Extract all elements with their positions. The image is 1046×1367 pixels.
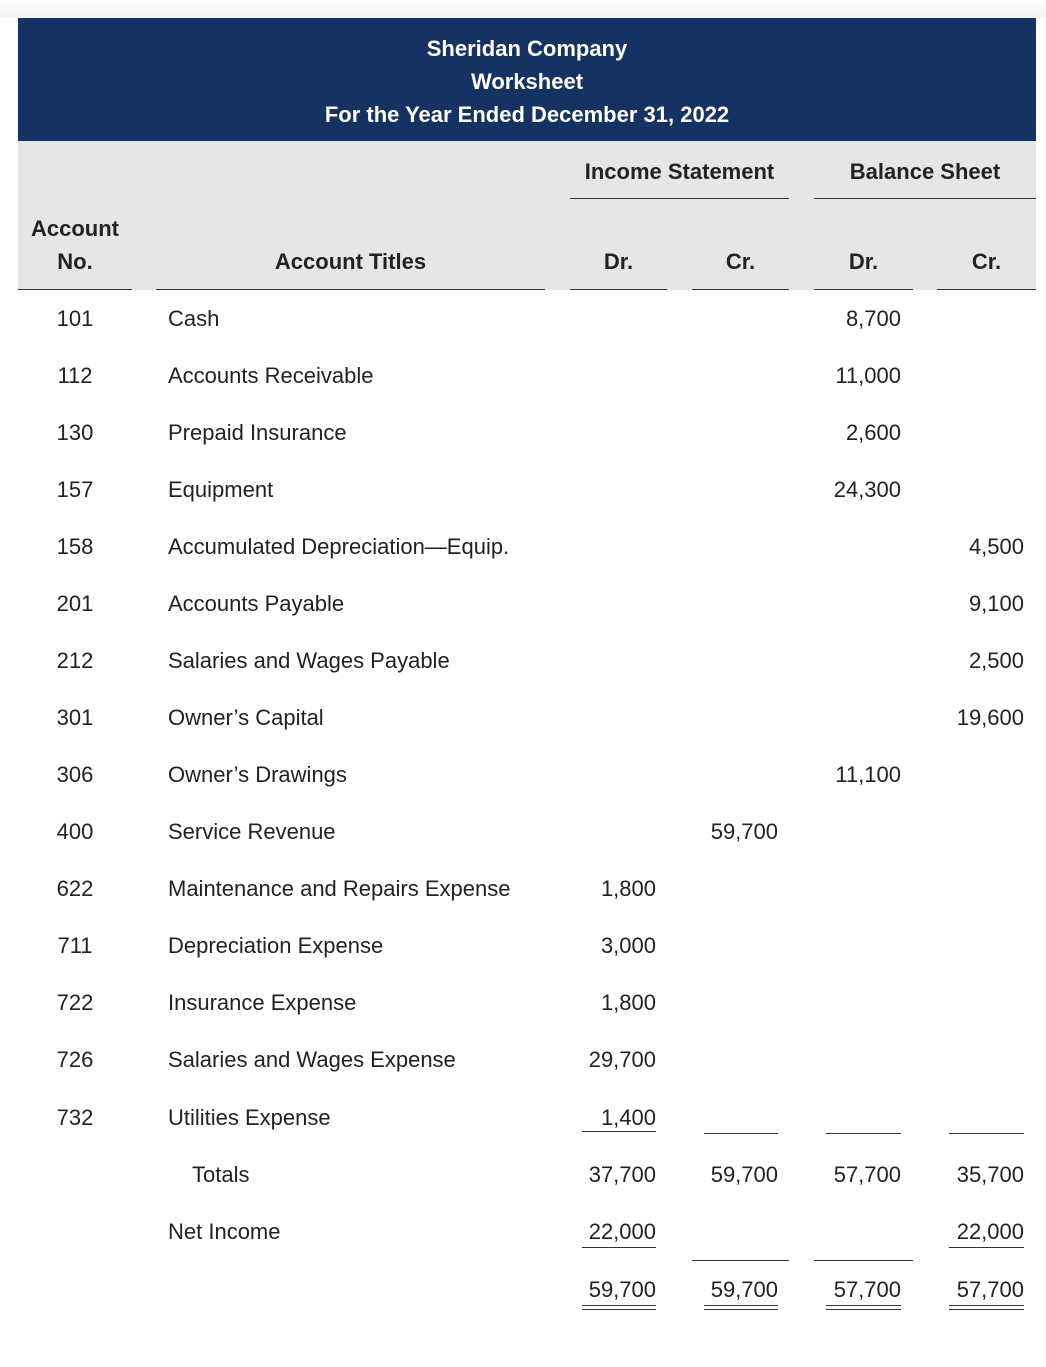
header-rule-iscr [692,289,789,290]
is-dr-value: 1,800 [600,876,656,901]
account-no: 622 [56,876,94,901]
header-rule-titles [156,289,545,290]
table-row [0,363,1046,393]
is-dr-value: 1,400 [600,1105,656,1130]
totals-row [0,1162,1046,1192]
bs-dr-header: Dr. [848,249,879,274]
is-dr-subtotal-rule [582,1131,656,1132]
account-no: 130 [56,420,94,445]
net-income-is-cr-rule [692,1260,789,1261]
table-row [0,477,1046,507]
is-cr-value: 59,700 [710,819,778,844]
bs-cr-value: 9,100 [968,591,1024,616]
totals-label: Totals [192,1162,250,1187]
header-rule-bsdr [814,289,913,290]
is-cr-header: Cr. [725,249,756,274]
final-is-cr-double-rule [704,1305,778,1310]
account-title: Accounts Receivable [168,363,374,388]
bs-cr-value: 19,600 [956,705,1024,730]
account-title: Insurance Expense [168,990,357,1015]
account-no: 301 [56,705,94,730]
net-income-is-dr: 22,000 [588,1219,656,1244]
totals-bs-dr: 57,700 [833,1162,901,1187]
table-row [0,876,1046,906]
account-title: Prepaid Insurance [168,420,347,445]
account-no: 732 [56,1105,94,1130]
income-statement-group: Income Statement [584,159,775,184]
table-row [0,819,1046,849]
account-title: Owner’s Drawings [168,762,347,787]
net-income-bs-cr-rule [949,1247,1024,1248]
bs-dr-value: 24,300 [833,477,901,502]
account-title: Utilities Expense [168,1105,331,1130]
account-no: 157 [56,477,94,502]
final-bs-dr: 57,700 [833,1277,901,1302]
account-no: 726 [56,1047,94,1072]
is-dr-value: 1,800 [600,990,656,1015]
table-row [0,648,1046,678]
table-row [0,306,1046,336]
report-period: For the Year Ended December 31, 2022 [324,102,730,127]
account-no: 722 [56,990,94,1015]
is-dr-value: 29,700 [588,1047,656,1072]
bs-dr-value: 11,000 [835,363,901,388]
account-title: Equipment [168,477,274,502]
account-no: 201 [56,591,94,616]
account-no: 112 [57,363,93,388]
table-row [0,534,1046,564]
table-row [0,705,1046,735]
account-no: 101 [56,306,94,331]
final-bs-dr-double-rule [826,1305,901,1310]
final-bs-cr: 57,700 [956,1277,1024,1302]
bs-cr-value: 4,500 [968,534,1024,559]
header-rule-bscr [937,289,1036,290]
bs-cr-subtotal-rule [949,1133,1024,1134]
account-no: 306 [56,762,94,787]
final-totals-row [0,1277,1046,1307]
account-no: 400 [56,819,94,844]
account-title: Service Revenue [168,819,336,844]
net-income-bs-cr: 22,000 [956,1219,1024,1244]
company-name: Sheridan Company [426,36,628,61]
account-title: Depreciation Expense [168,933,384,958]
header-rule-isdr [570,289,667,290]
income-statement-rule [570,198,789,199]
net-income-is-dr-rule [582,1247,656,1248]
table-row [0,420,1046,450]
net-income-label: Net Income [168,1219,281,1244]
account-title: Accumulated Depreciation—Equip. [168,534,510,559]
account-no-header-line2: No. [57,249,93,274]
totals-bs-cr: 35,700 [956,1162,1024,1187]
is-dr-header: Dr. [603,249,634,274]
is-dr-value: 3,000 [600,933,656,958]
worksheet-header [18,18,1036,141]
final-is-dr: 59,700 [588,1277,656,1302]
bs-dr-value: 11,100 [835,762,901,787]
account-title: Salaries and Wages Expense [168,1047,456,1072]
account-title: Cash [168,306,220,331]
report-name: Worksheet [470,69,584,94]
account-title: Salaries and Wages Payable [168,648,450,673]
account-title: Owner’s Capital [168,705,324,730]
balance-sheet-group: Balance Sheet [849,159,1001,184]
totals-is-dr: 37,700 [588,1162,656,1187]
net-income-row [0,1219,1046,1249]
top-band [0,0,1046,18]
account-titles-header: Account Titles [274,249,427,274]
bs-dr-subtotal-rule [826,1133,901,1134]
net-income-bs-dr-rule [814,1260,913,1261]
final-is-dr-double-rule [582,1305,656,1310]
account-title: Maintenance and Repairs Expense [168,876,511,901]
table-row [0,933,1046,963]
final-bs-cr-double-rule [949,1305,1024,1310]
account-no: 711 [57,933,93,958]
account-title: Accounts Payable [168,591,345,616]
table-row [0,1105,1046,1135]
balance-sheet-rule [814,198,1036,199]
bs-dr-value: 2,600 [845,420,901,445]
is-cr-subtotal-rule [704,1133,778,1134]
account-no: 212 [56,648,94,673]
bs-dr-value: 8,700 [845,306,901,331]
final-is-cr: 59,700 [710,1277,778,1302]
account-no-header-line1: Account [31,216,119,241]
header-rule-no [18,289,132,290]
bs-cr-header: Cr. [971,249,1002,274]
table-row [0,1047,1046,1077]
table-row [0,990,1046,1020]
account-no: 158 [56,534,94,559]
bs-cr-value: 2,500 [968,648,1024,673]
table-row [0,591,1046,621]
totals-is-cr: 59,700 [710,1162,778,1187]
table-row [0,762,1046,792]
